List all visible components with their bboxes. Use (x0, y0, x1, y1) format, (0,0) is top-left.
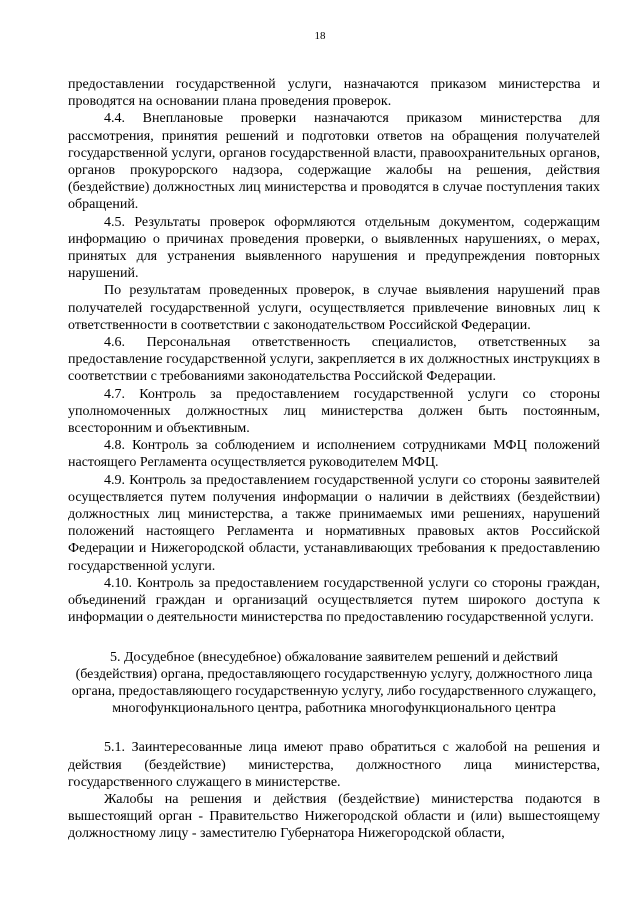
document-body (68, 76, 600, 843)
section-heading: 5. Досудебное (внесудебное) обжалование заявителем решений и действий (бездействия) органа, предоставляющего государственную услугу, должностного лица органа, предоставляющего государственную услугу, либо государственного служащего, многофункционального центра, работника многофункционального центра (71, 649, 597, 717)
paragraph: 4.10. Контроль за предоставлением государственной услуги со стороны граждан, объединений граждан и организаций осуществляется путем широкого доступа к информации о деятельности министерства по предоставлению государственной услуги. (68, 575, 600, 626)
spacer (68, 717, 600, 739)
paragraph: предоставлении государственной услуги, назначаются приказом министерства и проводятся на основании плана проведения проверок. (68, 77, 600, 110)
paragraph: 4.9. Контроль за предоставлением государственной услуги со стороны заявителей осуществляется путем получения информации о наличии в действиях (бездействии) должностных лиц министерства, а также принимаемых ими решениях, нарушений положений настоящего Регламента и нормативных правовых актов Российской Федерации и Нижегородской области, устанавливающих требования к предоставлению государственной услуги. (68, 472, 600, 574)
paragraph: Жалобы на решения и действия (бездействие) министерства подаются в вышестоящий орган - Правительство Нижегородской области и (или) вышестоящему должностному лицу - заместителю Губернатора Нижегородской области, (68, 791, 600, 842)
page-number: 18 (314, 30, 326, 42)
paragraph: 4.5. Результаты проверок оформляются отдельным документом, содержащим информацию о причинах проведения проверки, о выявленных нарушениях, о мерах, принятых для устранения выявленного нарушения и предупреждения повторных нарушений. (68, 214, 600, 282)
paragraph: 5.1. Заинтересованные лица имеют право обратиться с жалобой на решения и действия (бездействие) министерства, должностного лица министерства, государственного служащего в министерстве. (68, 740, 600, 790)
paragraph: По результатам проведенных проверок, в случае выявления нарушений прав получателей государственной услуги, осуществляется привлечение виновных лиц к ответственности в соответствии с законодательством Российской Федерации. (68, 283, 600, 333)
paragraph: 4.6. Персональная ответственность специалистов, ответственных за предоставление государственной услуги, закрепляется в их должностных инструкциях в соответствии с требованиями законодательства Российской Федерации. (68, 335, 600, 385)
paragraph: 4.7. Контроль за предоставлением государственной услуги со стороны уполномоченных должностных лиц министерства должен быть постоянным, всесторонним и объективным. (68, 386, 600, 437)
paragraph: 4.8. Контроль за соблюдением и исполнением сотрудниками МФЦ положений настоящего Регламента осуществляется руководителем МФЦ. (68, 438, 600, 471)
paragraph: 4.4. Внеплановые проверки назначаются приказом министерства для рассмотрения, принятия решений и подготовки ответов на обращения получателей государственной услуги, органов государственной власти, правоохранительных органов, органов прокурорского надзора, содержащие жалобы на решения, действия (бездействие) должностных лиц министерства и проводятся в случае поступления таких обращений. (68, 111, 600, 213)
